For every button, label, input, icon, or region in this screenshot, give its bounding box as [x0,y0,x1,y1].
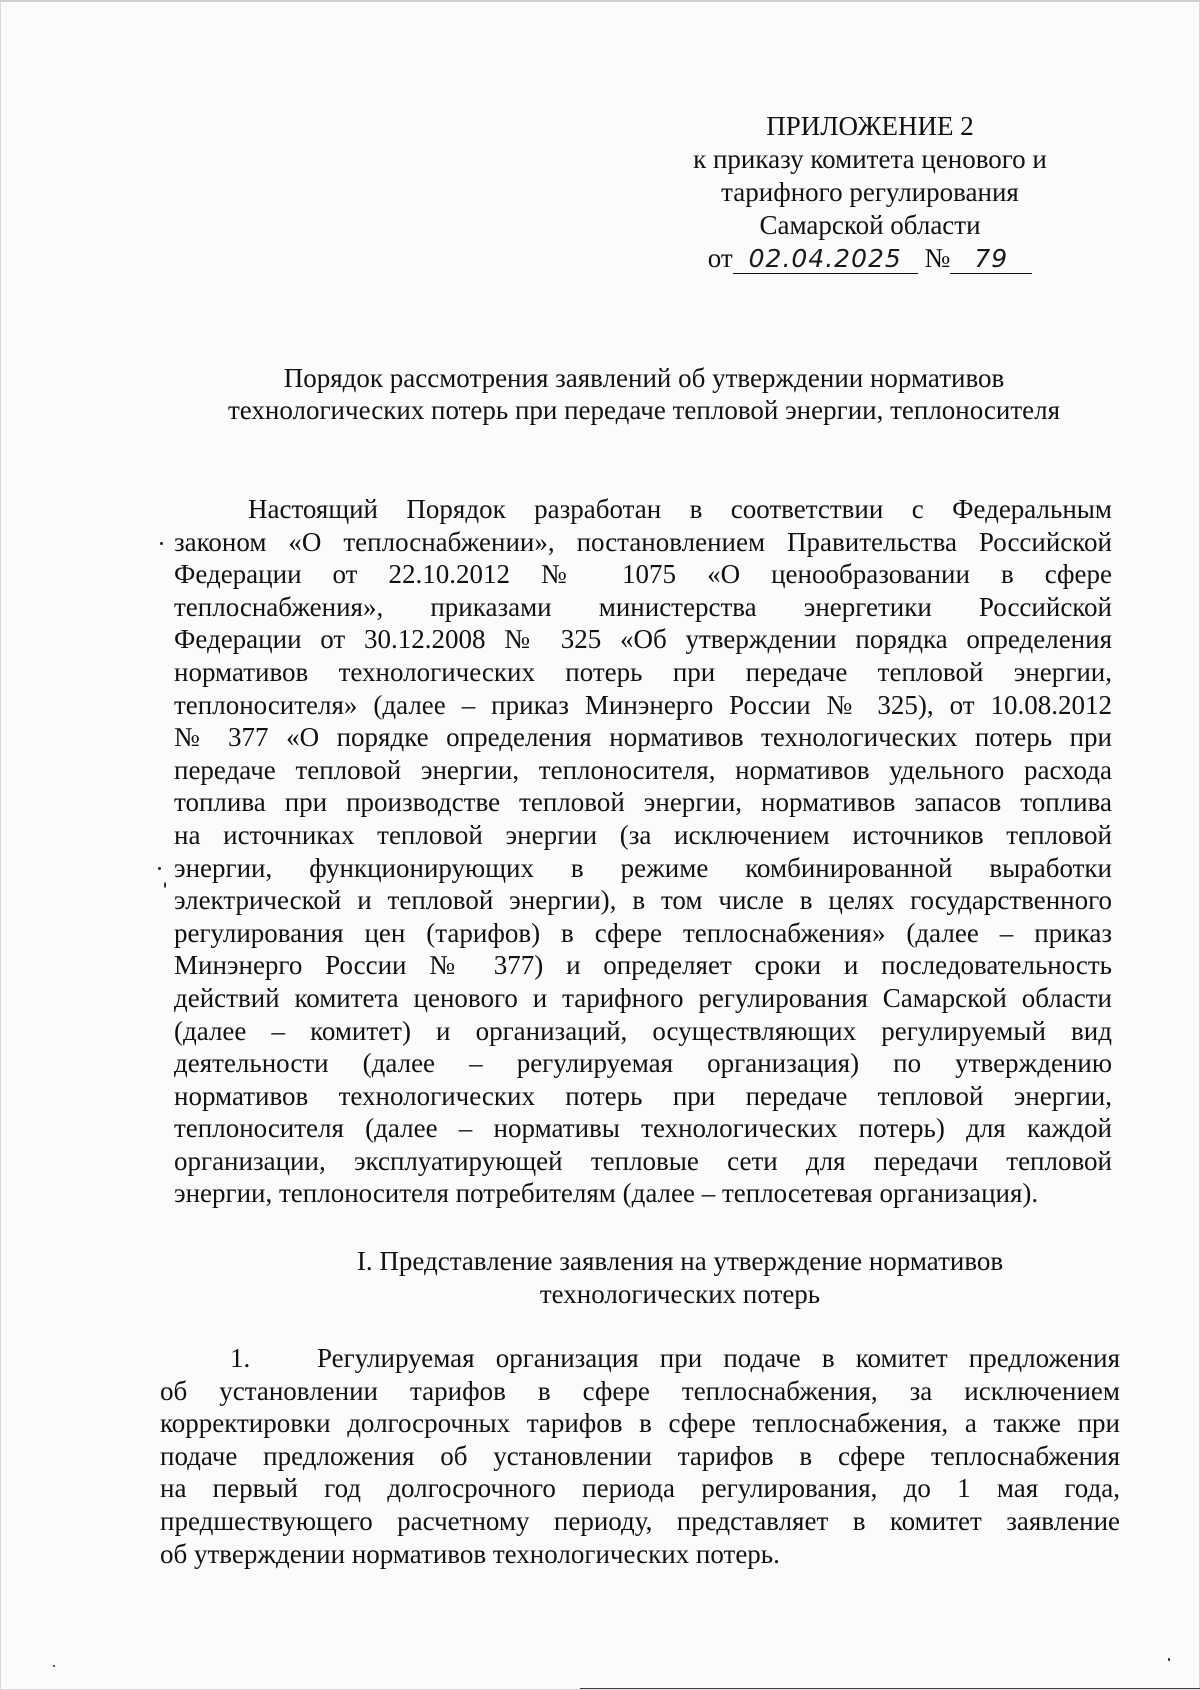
intro-line: Настоящий Порядок разработан в соответствии с Федеральным [248,494,1112,524]
intro-line: нормативов технологических потерь при передаче тепловой энергии, [174,1080,1112,1111]
intro-line: топлива при производстве тепловой энергии, нормативов запасов топлива [174,787,1112,818]
page-bottom-edge [580,1688,1200,1689]
clause-number: 1. [230,1343,251,1373]
clause-1 [160,1342,1120,1570]
appendix-line-2: к приказу комитета ценового и [693,144,1047,174]
appendix-line-3: тарифного регулирования [721,177,1019,207]
intro-line: законом «О теплоснабжении», постановлением Правительства Российской [174,526,1112,557]
scan-speck [1168,1658,1170,1661]
intro-paragraph [174,493,1112,1210]
section-1-heading-line-2: технологических потерь [539,1279,821,1309]
intro-line: Минэнерго России № 377) и определяет сроки и последовательность [174,950,1112,981]
order-date-field [733,244,918,274]
intro-line: теплоснабжения», приказами министерства энергетики Российской [174,591,1112,622]
clause-1-line [160,1342,1120,1375]
appendix-title: ПРИЛОЖЕНИЕ 2 [766,111,974,141]
intro-line: теплоносителя (далее – нормативы технологических потерь) для каждой [174,1113,1112,1144]
page-top-edge [0,0,1200,2]
clause-1-line: об установлении тарифов в сфере теплоснабжения, за исключением [160,1375,1120,1406]
document-title [120,362,1168,426]
intro-line: Федерации от 22.10.2012 № 1075 «О ценообразовании в сфере [174,559,1112,590]
intro-line: передаче тепловой энергии, теплоносителя, нормативов удельного расхода [174,754,1112,785]
appendix-header [630,110,1110,275]
from-label: от [707,243,733,273]
number-label: № [924,243,951,273]
clause-1-line: об утверждении нормативов технологических потерь. [160,1538,780,1569]
scan-speck [158,867,161,870]
section-1-heading [200,1245,1160,1311]
intro-line: энергии, теплоносителя потребителям (далее – теплосетевая организация). [174,1178,1039,1209]
intro-line: на источниках тепловой энергии (за исключением источников тепловой [174,819,1112,850]
intro-line: № 377 «О порядке определения нормативов технологических потерь при [174,722,1112,753]
section-1-heading-line-1: I. Представление заявления на утверждение нормативов [356,1246,1004,1276]
intro-line: деятельности (далее – регулируемая организация) по утверждению [174,1048,1112,1079]
intro-line: Федерации от 30.12.2008 № 325 «Об утверждении порядка определения [174,624,1112,655]
intro-line: теплоносителя» (далее – приказ Минэнерго России № 325), от 10.08.2012 [174,689,1112,720]
clause-1-line: предшествующего расчетному периоду, представляет в комитет заявление [160,1505,1120,1536]
order-number-handwritten: 79 [974,244,1009,273]
clause-1-line: корректировки долгосрочных тарифов в сфере теплоснабжения, а также при [160,1408,1120,1439]
order-number-field [950,244,1032,274]
appendix-line-4: Самарской области [759,210,981,240]
scan-speck [53,1665,55,1667]
clause-1-line: на первый год долгосрочного периода регулирования, до 1 мая года, [160,1473,1120,1504]
scan-speck [164,882,166,888]
clause-1-first-text: Регулируемая организация при подаче в комитет предложения [317,1343,1120,1373]
document-title-line-2: технологических потерь при передаче тепловой энергии, теплоносителя [227,395,1061,425]
intro-line: (далее – комитет) и организаций, осуществляющих регулируемый вид [174,1015,1112,1046]
intro-line: нормативов технологических потерь при передаче тепловой энергии, [174,656,1112,687]
order-date-handwritten: 02.04.2025 [748,244,902,273]
order-reference [630,242,1110,275]
intro-line: электрической и тепловой энергии), в том числе в целях государственного [174,885,1112,916]
document-title-line-1: Порядок рассмотрения заявлений об утверждении нормативов [283,363,1005,393]
intro-line: организации, эксплуатирующей тепловые сети для передачи тепловой [174,1145,1112,1176]
scan-speck [160,542,163,545]
clause-1-line: подаче предложения об установлении тарифов в сфере теплоснабжения [160,1440,1120,1471]
intro-line: действий комитета ценового и тарифного регулирования Самарской области [174,982,1112,1013]
intro-line: энергии, функционирующих в режиме комбинированной выработки [174,852,1112,883]
intro-line: регулирования цен (тарифов) в сфере теплоснабжения» (далее – приказ [174,917,1112,948]
